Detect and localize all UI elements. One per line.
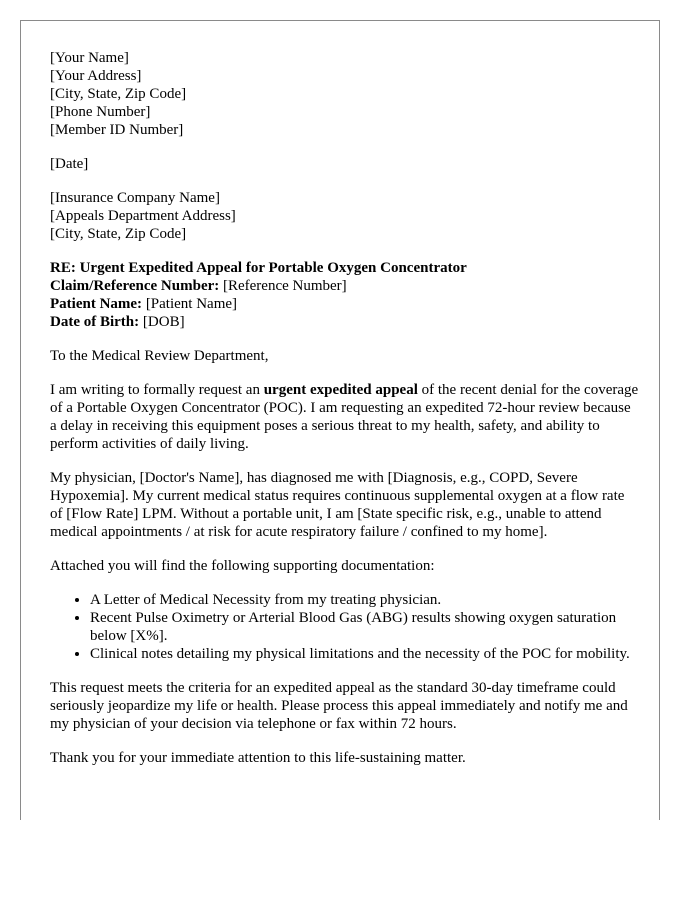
sender-city-state-zip: [City, State, Zip Code] bbox=[50, 86, 187, 102]
re-subject-line bbox=[50, 259, 640, 277]
paragraph-request-after: of the recent denial for the coverage of a Portable Oxygen Concentrator (POC). I am requesting an expedited 72-hour review because a delay in receiving this equipment poses a serious threat to my health, safety, and ability to perform activities of daily living. bbox=[50, 382, 639, 452]
paragraph-criteria: This request meets the criteria for an expedited appeal as the standard 30-day timeframe could seriously jeopardize my life or health. Please process this appeal immediately and notify me and my physician of your decision via telephone or fax within 72 hours. bbox=[50, 680, 628, 732]
patient-value: [Patient Name] bbox=[145, 296, 238, 312]
claim-label: Claim/Reference Number: bbox=[50, 278, 220, 294]
sender-member-id: [Member ID Number] bbox=[50, 122, 184, 138]
recipient-company: [Insurance Company Name] bbox=[50, 190, 220, 206]
list-item: • A Letter of Medical Necessity from my treating physician. bbox=[90, 591, 640, 609]
date-block bbox=[50, 155, 640, 173]
list-item: • Clinical notes detailing my physical limitations and the necessity of the POC for mobility. bbox=[90, 645, 640, 663]
claim-value: [Reference Number] bbox=[223, 278, 347, 294]
recipient-address: [Appeals Department Address] bbox=[50, 208, 236, 224]
paragraph-request bbox=[50, 381, 640, 453]
claim-line bbox=[50, 277, 640, 295]
list-item: • Recent Pulse Oximetry or Arterial Blood Gas (ABG) results showing oxygen saturation below [X%]. bbox=[90, 609, 640, 645]
paragraph-request-bold: urgent expedited appeal bbox=[263, 382, 418, 398]
dob-line bbox=[50, 313, 640, 331]
dob-label: Date of Birth: bbox=[50, 314, 140, 330]
paragraph-diagnosis: My physician, [Doctor's Name], has diagnosed me with [Diagnosis, e.g., COPD, Severe Hypoxemia]. My current medical status requires continuous supplemental oxygen at a flow rate of [Flow Rate] LPM. Without a portable unit, I am [State specific risk, e.g., unable to attend medical appointments / at risk for acute respiratory failure / confined to my home]. bbox=[50, 470, 625, 540]
closing-line: Thank you for your immediate attention to this life-sustaining matter. bbox=[50, 750, 466, 766]
paragraph-request-before: I am writing to formally request an bbox=[50, 382, 264, 398]
salutation: To the Medical Review Department, bbox=[50, 348, 269, 364]
attachments-intro: Attached you will find the following supporting documentation: bbox=[50, 558, 435, 574]
dob-value: [DOB] bbox=[142, 314, 185, 330]
recipient-city-state-zip: [City, State, Zip Code] bbox=[50, 226, 187, 242]
re-block bbox=[50, 259, 640, 331]
patient-label: Patient Name: bbox=[50, 296, 143, 312]
letter-content bbox=[50, 49, 640, 783]
sender-block bbox=[50, 49, 640, 139]
sender-phone: [Phone Number] bbox=[50, 104, 151, 120]
recipient-block bbox=[50, 189, 640, 243]
sender-address: [Your Address] bbox=[50, 68, 142, 84]
patient-line bbox=[50, 295, 640, 313]
re-subject: RE: Urgent Expedited Appeal for Portable Oxygen Concentrator bbox=[50, 260, 467, 276]
letter-page bbox=[20, 20, 660, 820]
sender-name: [Your Name] bbox=[50, 50, 129, 66]
letter-date: [Date] bbox=[50, 156, 89, 172]
attachments-list bbox=[50, 591, 640, 663]
